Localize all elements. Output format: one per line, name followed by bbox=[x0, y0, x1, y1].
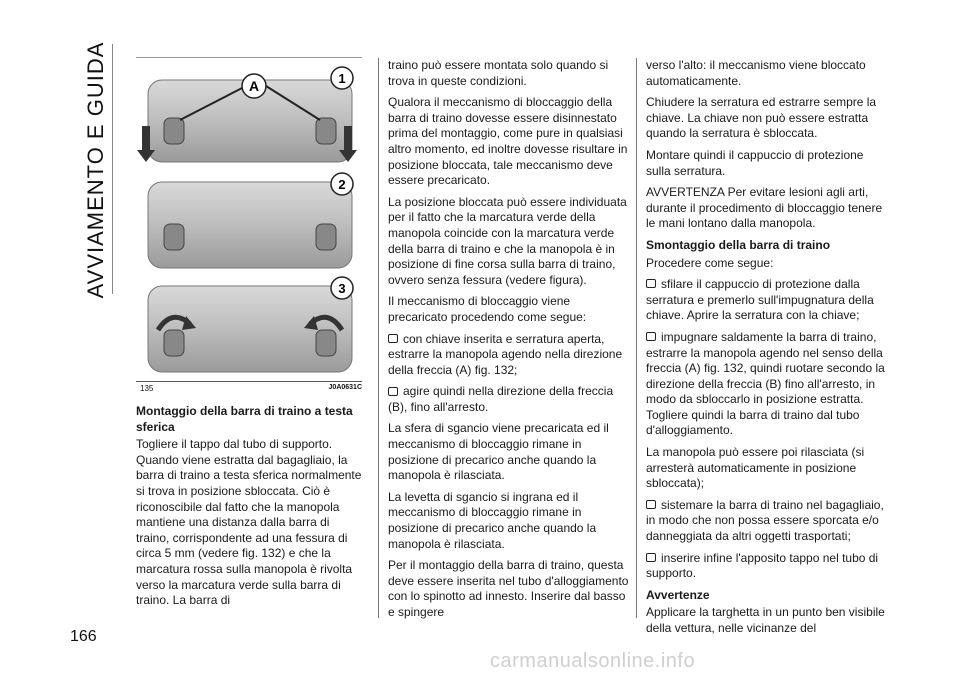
paragraph: Applicare la targhetta in un punto ben visibile della vettura, nelle vicinanze del bbox=[646, 605, 885, 635]
paragraph: Il meccanismo di bloccaggio viene precaricato procedendo come segue: bbox=[388, 294, 587, 324]
bullet-icon bbox=[646, 279, 656, 288]
figure-panel-2 bbox=[148, 173, 353, 268]
figure-label-3: 3 bbox=[338, 281, 346, 296]
figure-panel-1 bbox=[137, 67, 357, 162]
figure-label-a: A bbox=[248, 78, 260, 94]
figure-label-1: 1 bbox=[338, 71, 346, 86]
bullet-icon bbox=[646, 332, 656, 341]
paragraph: La manopola può essere poi rilasciata (si arresterà automaticamente in posizione sbloccata); bbox=[646, 445, 865, 491]
bullet-icon bbox=[646, 553, 656, 562]
bullet-item: agire quindi nella direzione della freccia (B), fino all'arresto. bbox=[388, 384, 614, 414]
section-side-title bbox=[76, 40, 116, 300]
bullet-item: sistemare la barra di traino nel bagagliaio, in modo che non possa essere sporcata e/o danneggiata da altri oggetti trasportati; bbox=[646, 497, 884, 544]
towbar-figure bbox=[136, 58, 362, 388]
bullet-item: inserire infine l'apposito tappo nel tubo di supporto. bbox=[646, 550, 879, 581]
page-number: 166 bbox=[70, 628, 97, 645]
figure-number: 135 bbox=[140, 384, 154, 393]
bullet-icon bbox=[388, 334, 398, 343]
figure-caption-rule bbox=[136, 381, 362, 382]
bullet-item: impugnare saldamente la barra di traino, estrarre la manopola agendo nel senso della freccia (A) fig. 132, quindi ruotare secondo la direzione della freccia (B) fino all'arresto, in modo da sbloccarlo in posizione estratta. Togliere quindi la barra di traino dal tubo d'alloggiamento. bbox=[646, 329, 885, 438]
paragraph: Montare quindi il cappuccio di protezione sulla serratura. bbox=[646, 147, 864, 178]
paragraph: Procedere come segue: bbox=[646, 255, 774, 270]
paragraph: Chiudere la serratura ed estrarre sempre la chiave. La chiave non può essere estratta quando la serratura è sbloccata. bbox=[646, 95, 877, 141]
text-column-1 bbox=[136, 404, 362, 615]
paragraph: La sfera di sgancio viene precaricata ed il meccanismo di bloccaggio rimane in posizione di precarico anche quando la manopola è rilasciata. bbox=[388, 421, 609, 483]
heading-warnings: Avvertenze bbox=[646, 587, 710, 602]
paragraph: La posizione bloccata può essere individuata per il fatto che la marcatura verde della manopola coincide con la marcatura verde della barra di traino e che la manopola è in posizione di fine corsa sulla barra di traino, ovvero senza fessura (vedere figura). bbox=[388, 194, 627, 287]
column-divider bbox=[636, 58, 637, 618]
warning-paragraph: AVVERTENZA Per evitare lesioni agli arti, durante il procedimento di bloccaggio tenere le mani lontano dalla manopola. bbox=[646, 185, 883, 231]
bullet-icon bbox=[388, 387, 398, 396]
paragraph: traino può essere montata solo quando si trova in queste condizioni. bbox=[388, 58, 609, 88]
paragraph: Togliere il tappo dal tubo di supporto. Quando viene estratta dal bagagliaio, la barra di traino a testa sferica normalmente si trova in posizione sbloccata. Ciò è riconoscibile dal fatto che la manopola mantiene una distanza dalla barra di traino, corrispondente ad una fessura di circa 5 mm (vedere fig. 132) e che la marcatura rossa sulla manopola è rivolta verso la marcatura verde sulla barra di traino. La barra di bbox=[136, 437, 362, 608]
text-column-2 bbox=[388, 58, 632, 627]
paragraph: Per il montaggio della barra di traino, questa deve essere inserita nel tubo d'alloggiamento con lo spinotto ad innesto. Inserire dal basso e spingere bbox=[388, 558, 629, 619]
bullet-icon bbox=[646, 500, 656, 509]
paragraph: Qualora il meccanismo di bloccaggio della barra di traino dovesse essere disinnestato prima del montaggio, come pure in qualsiasi altro momento, ed inoltre dovesse risultare in posizione bloccata, tale meccanismo deve essere precaricato. bbox=[388, 95, 628, 188]
bullet-item: con chiave inserita e serratura aperta, estrarre la manopola agendo nella direzione della freccia (A) fig. 132; bbox=[388, 331, 623, 377]
column-divider bbox=[378, 58, 379, 618]
figure-caption bbox=[140, 384, 362, 393]
heading-removal: Smontaggio della barra di traino bbox=[646, 237, 831, 252]
paragraph: verso l'alto: il meccanismo viene bloccato automaticamente. bbox=[646, 58, 866, 88]
bullet-item: sfilare il cappuccio di protezione dalla serratura e premerlo sull'impugnatura della chiave. Aprire la serratura con la chiave; bbox=[646, 277, 874, 323]
watermark: carmanualsonline.info bbox=[490, 650, 696, 672]
heading-mounting: Montaggio della barra di traino a testa sferica bbox=[136, 404, 353, 434]
side-divider bbox=[112, 44, 113, 294]
figure-panel-3 bbox=[148, 277, 353, 372]
paragraph: La levetta di sgancio si ingrana ed il meccanismo di bloccaggio rimane in posizione di precarico anche quando la manopola è rilasciata. bbox=[388, 489, 597, 551]
section-side-title-text: AVVIAMENTO E GUIDA bbox=[83, 41, 108, 299]
figure-label-2: 2 bbox=[338, 177, 346, 192]
figure-code: J0A0631C bbox=[328, 384, 362, 391]
text-column-3 bbox=[646, 58, 890, 643]
